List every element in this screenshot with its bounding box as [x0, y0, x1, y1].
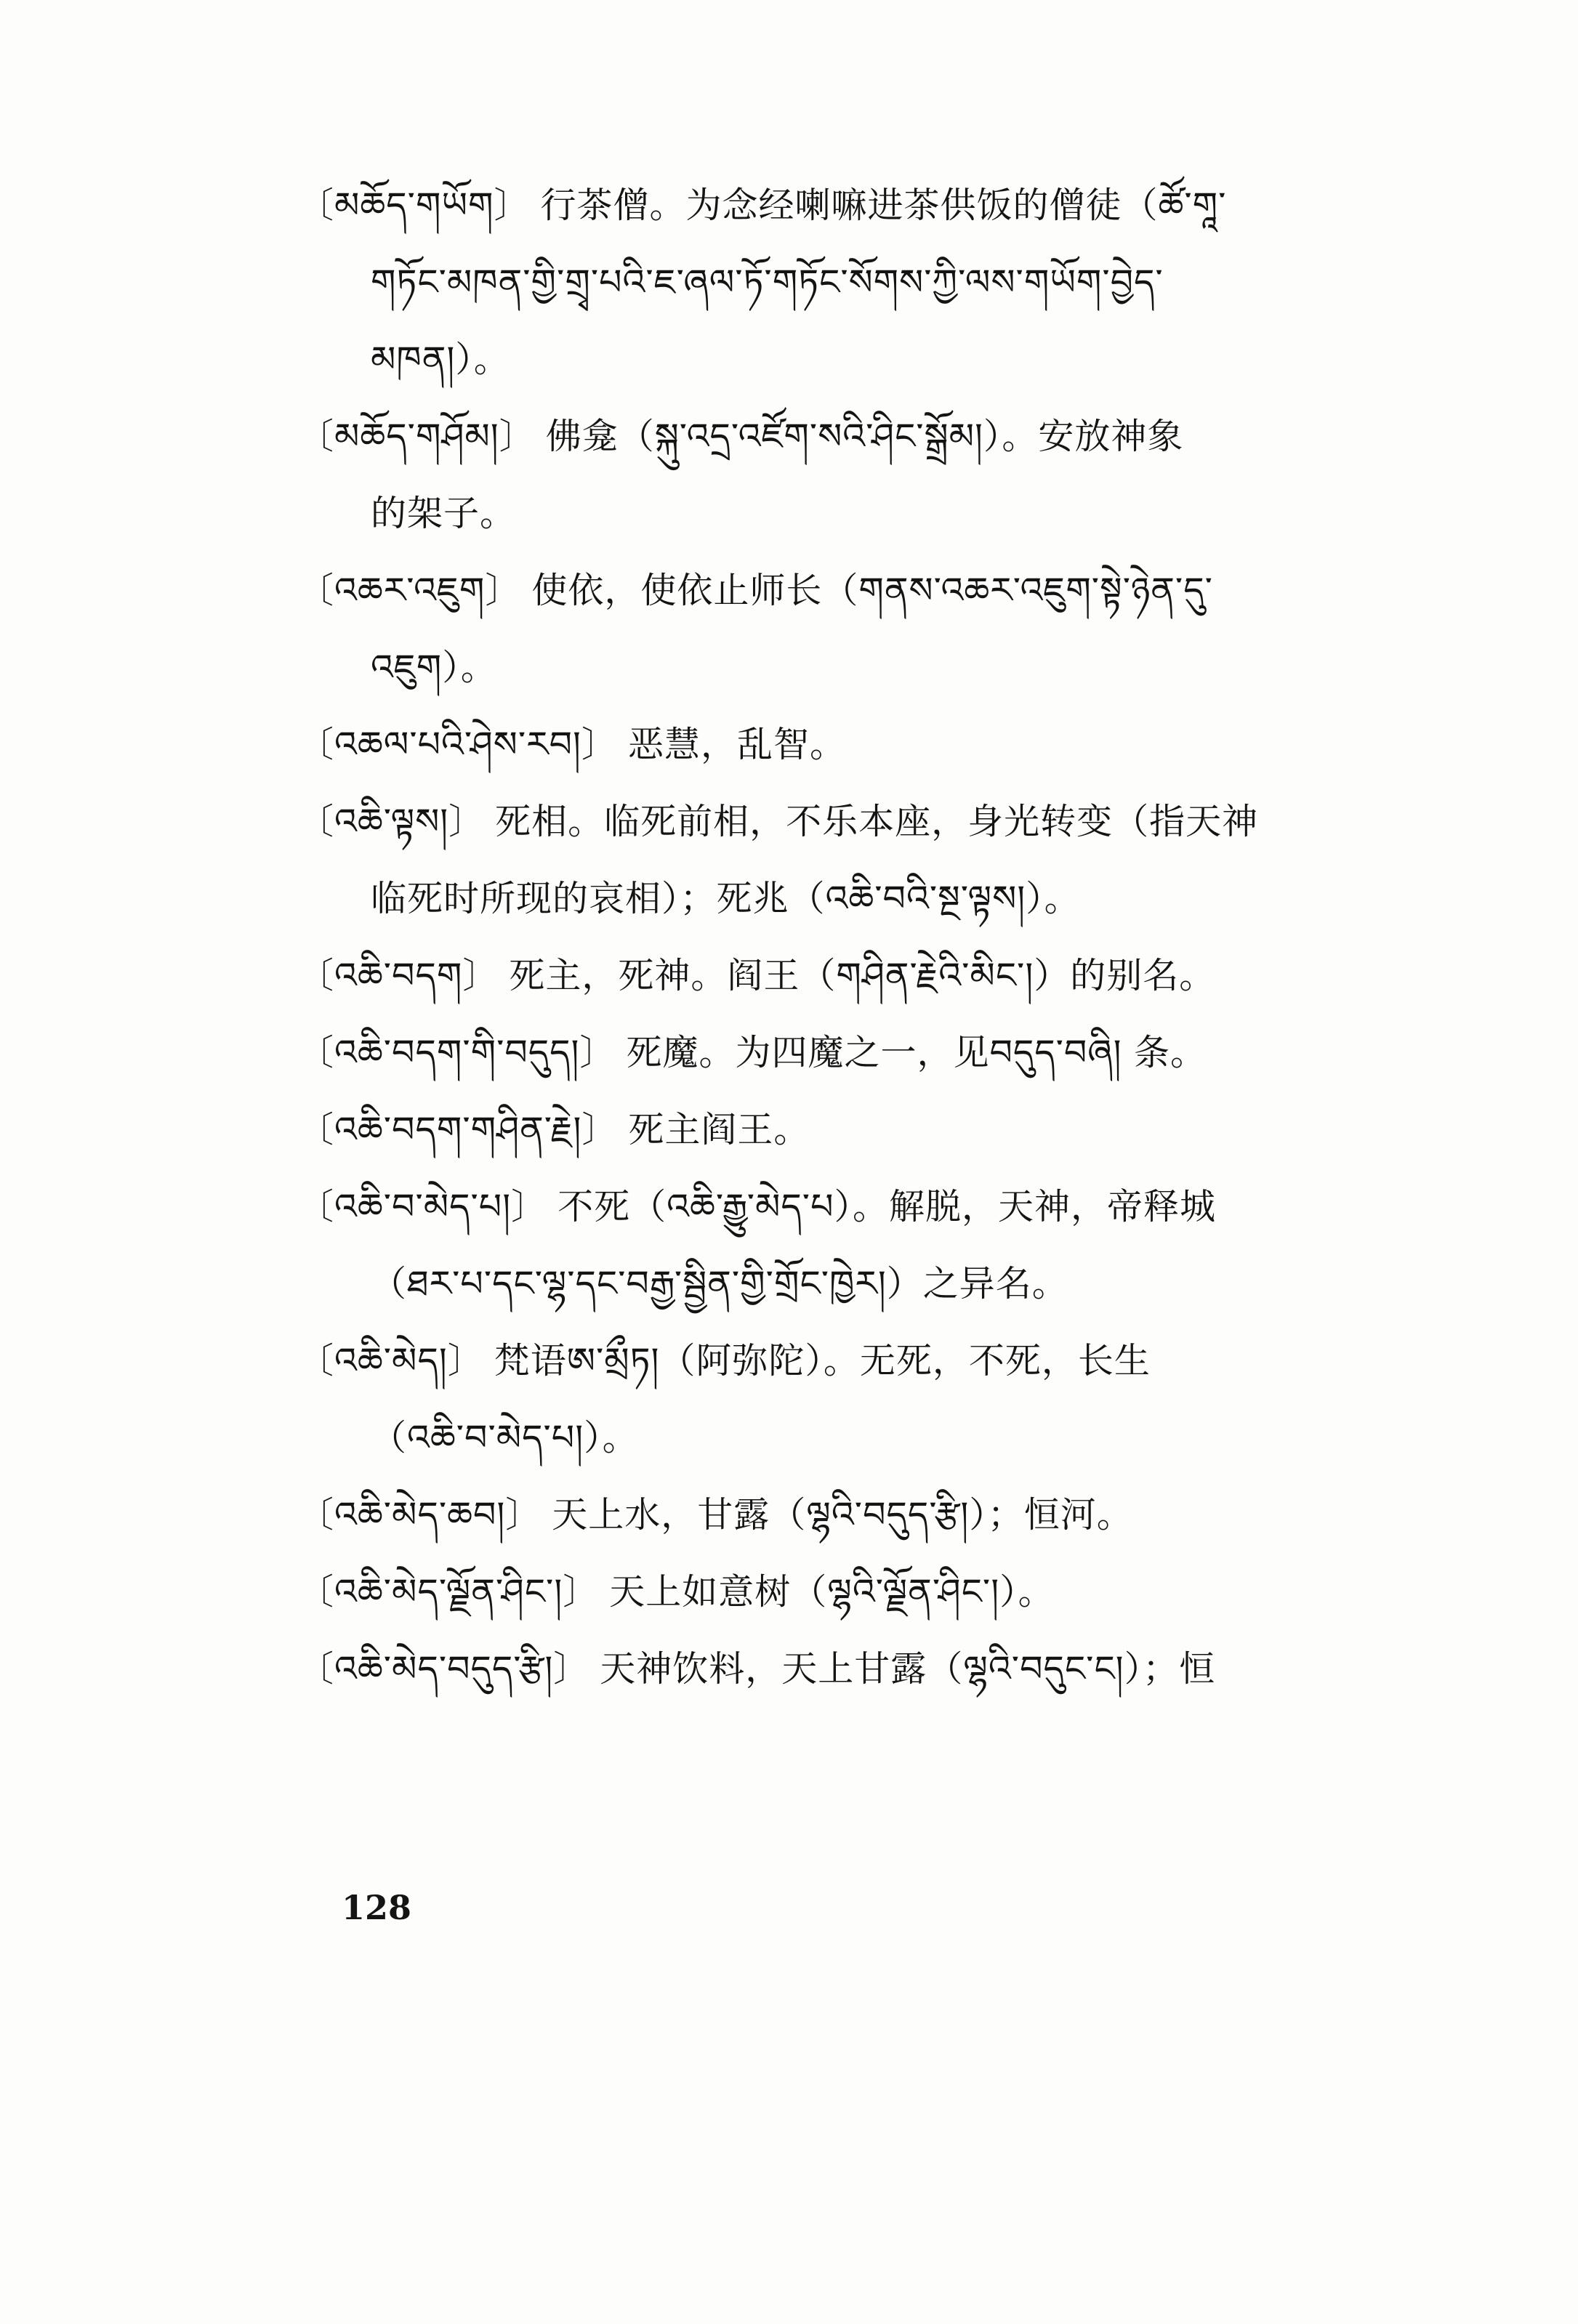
entry-headword: 〔འཆི་མེད་ཆབ།〕	[298, 1494, 542, 1536]
entry-headword: 〔འཆི་མེད།〕	[298, 1340, 484, 1381]
entry-headword: 〔འཆར་འཇུག〕	[298, 570, 522, 611]
entry-headword: 〔འཆི་མེད་བདུད་རྩི།〕	[298, 1648, 590, 1690]
entry-definition-line: 恶慧，乱智。	[627, 724, 846, 765]
dictionary-entry	[298, 1323, 1432, 1477]
entry-definition-line: 死相。临死前相，不乐本座，身光转变（指天神	[495, 801, 1259, 842]
dictionary-entry	[298, 783, 1432, 937]
entry-definition-line: 不死（འཆི་རྒྱུ་མེད་པ）。解脱，天神，帝释城	[557, 1186, 1216, 1227]
dictionary-entry	[298, 167, 1432, 398]
dictionary-entry	[298, 1477, 1432, 1554]
entry-definition-line: 天神饮料，天上甘露（ལྷའི་བདུང་ང།）；恒	[600, 1648, 1216, 1690]
entry-definition-line: 的架子。	[371, 493, 517, 534]
entry-definition-line: 死主阎王。	[628, 1109, 810, 1150]
dictionary-entry	[298, 1631, 1432, 1708]
dictionary-entry	[298, 706, 1432, 783]
entry-definition-line: 使依，使依止师长（གནས་འཆར་འཇུག་སྟེ་ཉེན་དུ་	[531, 570, 1213, 611]
dictionary-entry	[298, 552, 1432, 706]
entry-list	[298, 167, 1432, 1708]
entry-headword: 〔མཆོད་གཡོག〕	[298, 185, 531, 226]
entry-headword: 〔འཆི་བདག〕	[298, 955, 499, 996]
entry-headword: 〔མཆོད་གཤོམ།〕	[298, 416, 536, 457]
dictionary-entry	[298, 1092, 1432, 1169]
entry-definition-line: 天上如意树（ལྷའི་ལྗོན་ཤིང་།）。	[609, 1571, 1055, 1613]
entry-definition-line: 临死时所现的哀相）；死兆（འཆི་བའི་སྔ་ལྟས།）。	[371, 878, 1081, 919]
entry-definition-line: 天上水，甘露（ལྷའི་བདུད་རྩི།）；恒河。	[552, 1494, 1133, 1536]
dictionary-entry	[298, 1554, 1432, 1631]
entry-definition-line: 梵语ཨ་མྲྀཏ།（阿弥陀）。无死，不死，长生	[494, 1340, 1151, 1381]
entry-definition-line: 行茶僧。为念经喇嘛进茶供饭的僧徒（ཚོ་གཱ་	[540, 185, 1227, 226]
dictionary-entry	[298, 1014, 1432, 1092]
entry-headword: 〔འཆལ་པའི་ཤེས་རབ།〕	[298, 724, 618, 765]
dictionary-entry	[298, 398, 1432, 552]
entry-definition-line: （འཆི་བ་མེད་པ།）。	[371, 1417, 639, 1458]
entry-definition-line: 死主，死神。阎王（གཤིན་རྗེའི་མིང་།）的别名。	[509, 955, 1216, 996]
page-number: 128	[342, 1888, 412, 1927]
dictionary-entry	[298, 1169, 1432, 1323]
entry-definition-line: 死魔。为四魔之一，见བདུད་བཞི། 条。	[626, 1032, 1207, 1073]
entry-headword: 〔འཆི་ལྟས།〕	[298, 801, 486, 842]
entry-definition-line: འཇུག）。	[371, 647, 497, 688]
entry-headword: 〔འཆི་མེད་ལྗོན་ཤིང་།〕	[298, 1571, 600, 1613]
dictionary-entry	[298, 937, 1432, 1014]
entry-headword: 〔འཆི་བ་མེད་པ།〕	[298, 1186, 548, 1227]
entry-definition-line: གཏོང་མཁན་གྱི་གྲྭ་པའི་ཇ་ཞལ་ཏོ་གཏོང་སོགས་ཀྱི་ལས་གཡོག་བྱེད་	[371, 262, 1164, 303]
entry-definition-line: 佛龛（སྐུ་འདྲ་འཛོག་སའི་ཤིང་སྒྲོམ།）。安放神象	[545, 416, 1184, 457]
entry-headword: 〔འཆི་བདག་གི་བདུད།〕	[298, 1032, 616, 1073]
entry-definition-line: （ཐར་པ་དང་ལྷ་དང་བརྒྱ་སྦྱིན་གྱི་གྲོང་ཁྱེར།）之异名。	[371, 1263, 1068, 1304]
entry-definition-line: མཁན།）。	[371, 339, 510, 380]
entry-headword: 〔འཆི་བདག་གཤིན་རྗེ།〕	[298, 1109, 619, 1150]
